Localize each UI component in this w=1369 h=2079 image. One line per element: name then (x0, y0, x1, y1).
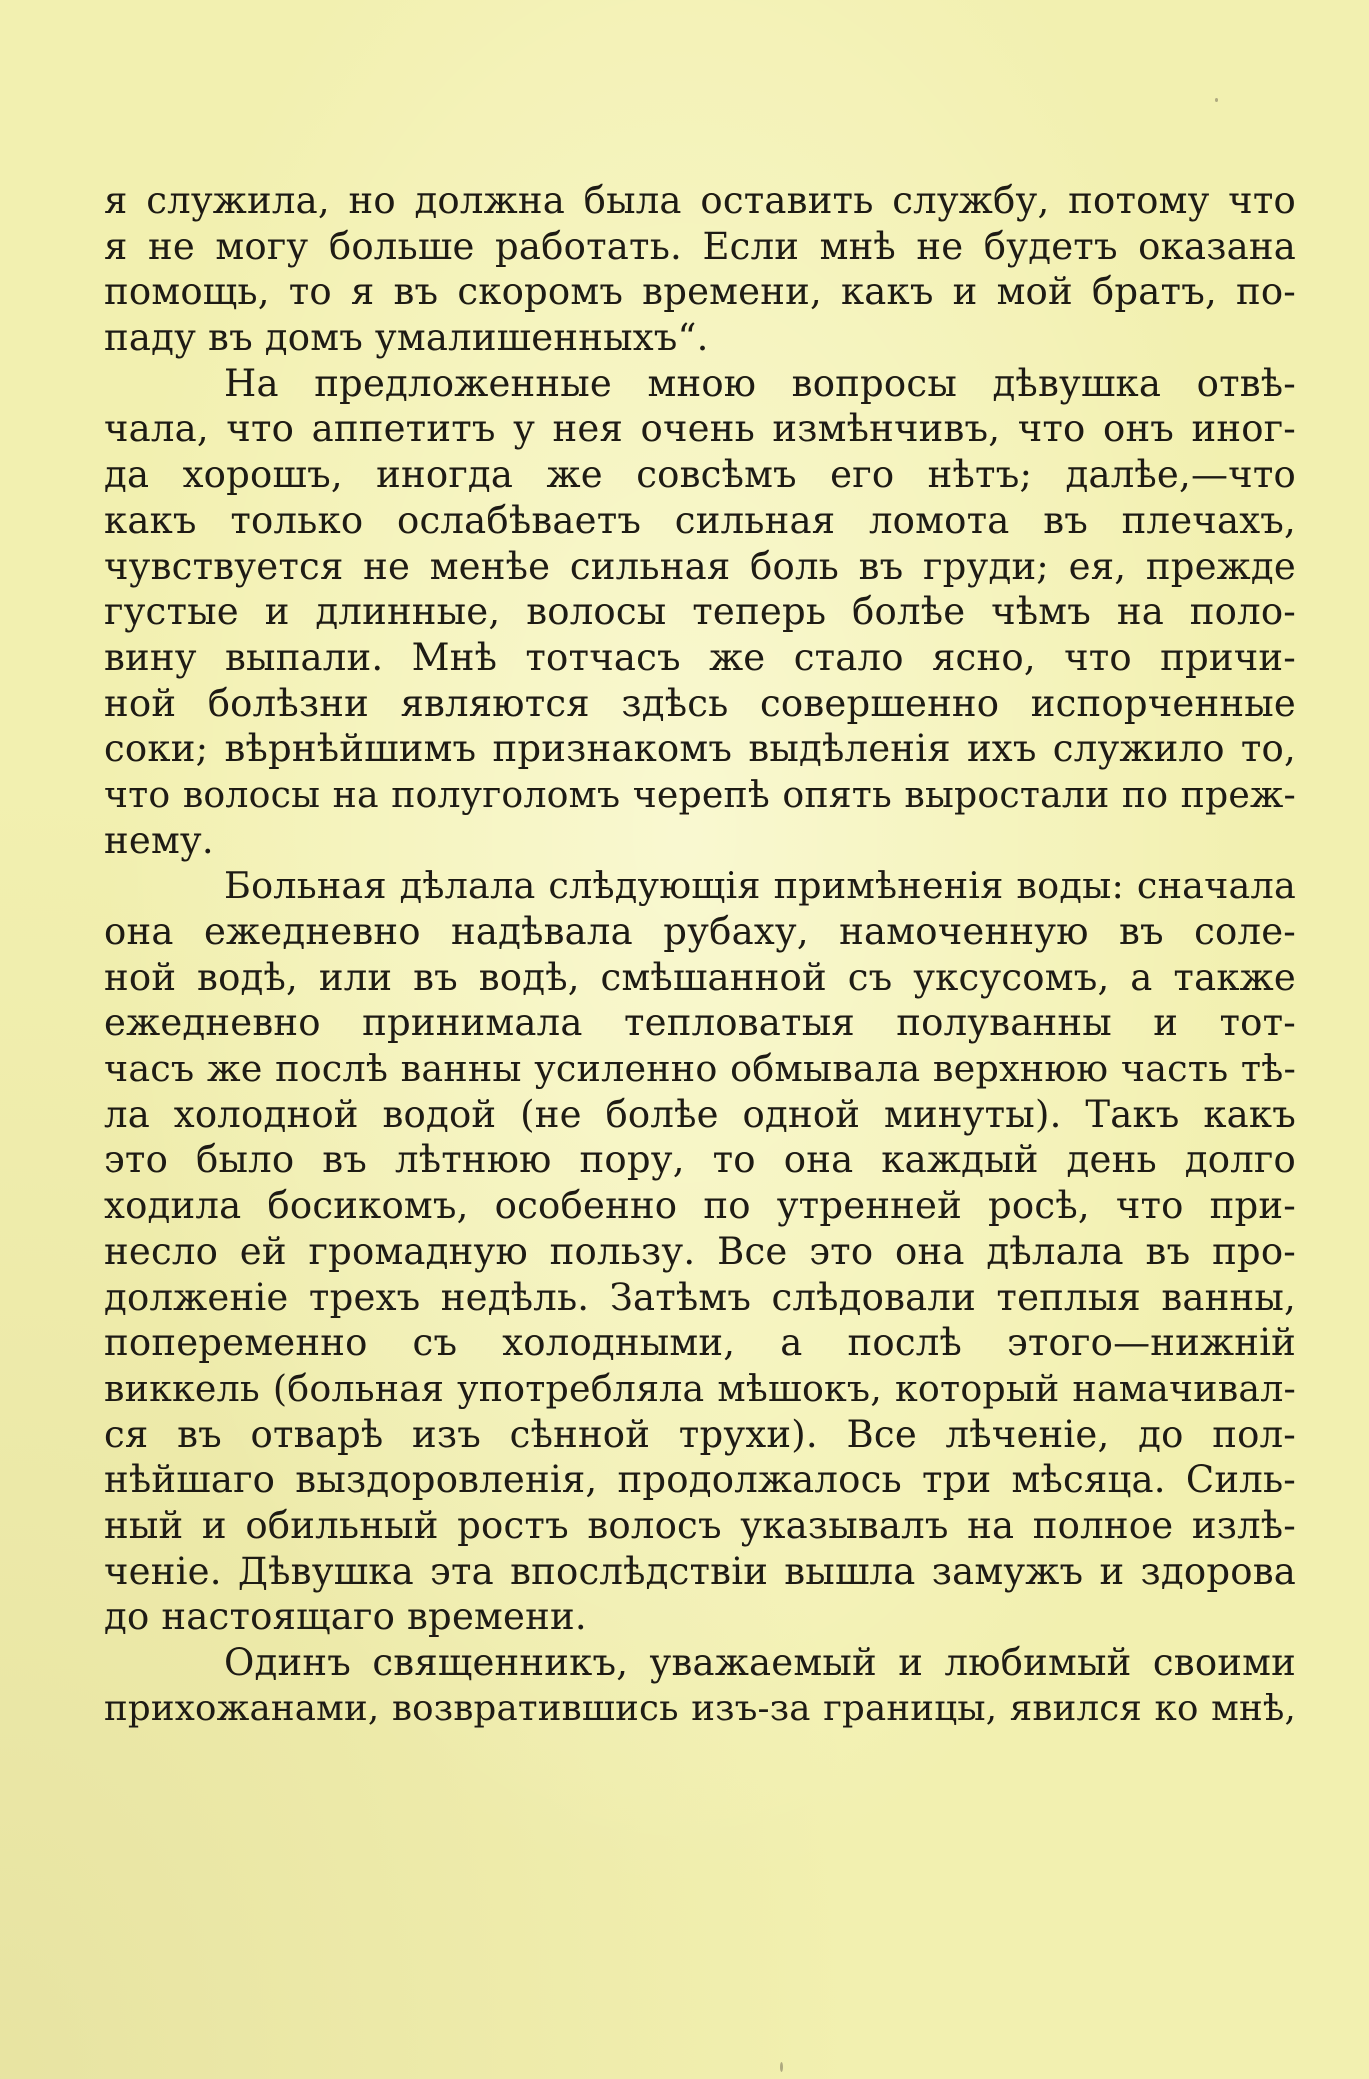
text-line: часъ же послѣ ванны усиленно обмывала верхнюю часть тѣ- (104, 1047, 1296, 1091)
text-line: несло ей громадную пользу. Все это она дѣлала въ про- (104, 1229, 1296, 1273)
print-speck (1215, 98, 1218, 102)
text-line: ла холодной водой (не болѣе одной минуты). Такъ какъ (104, 1092, 1296, 1136)
text-line: чала, что аппетитъ у нея очень измѣнчивъ, что онъ иног- (104, 407, 1296, 451)
text-line: ежедневно принимала тепловатыя полуванны и тот- (104, 1001, 1296, 1045)
text-line: ной болѣзни являются здѣсь совершенно испорченные (104, 681, 1296, 725)
text-line: Одинъ священникъ, уважаемый и любимый своими (224, 1641, 1296, 1684)
body-text (104, 178, 1296, 1731)
text-line: помощь, то я въ скоромъ времени, какъ и мой братъ, по- (104, 270, 1296, 314)
text-line: да хорошъ, иногда же совсѣмъ его нѣтъ; далѣе,—что (104, 453, 1296, 497)
text-line: На предложенные мною вопросы дѣвушка отвѣ- (224, 361, 1296, 405)
text-line: вину выпали. Мнѣ тотчасъ же стало ясно, что причи- (104, 635, 1296, 679)
text-line: виккель (больная употребляла мѣшокъ, который намачивал- (104, 1366, 1296, 1410)
text-line: Больная дѣлала слѣдующія примѣненія воды: сначала (224, 864, 1296, 908)
text-line: она ежедневно надѣвала рубаху, намоченную въ соле- (104, 910, 1296, 953)
text-line: нѣйшаго выздоровленія, продолжалось три мѣсяца. Силь- (104, 1458, 1296, 1502)
text-line: попеременно съ холодными, а послѣ этого—нижній (104, 1321, 1296, 1365)
text-line: я не могу больше работать. Если мнѣ не будетъ оказана (104, 224, 1296, 268)
text-line: ченіе. Дѣвушка эта впослѣдствіи вышла замужъ и здорова (104, 1549, 1296, 1593)
text-line: ной водѣ, или въ водѣ, смѣшанной съ уксусомъ, а также (104, 955, 1296, 999)
text-line: долженіе трехъ недѣль. Затѣмъ слѣдовали теплыя ванны, (104, 1275, 1296, 1319)
text-line: соки; вѣрнѣйшимъ признакомъ выдѣленія ихъ служило то, (104, 727, 1296, 771)
text-line: я служила, но должна была оставить службу, потому что (104, 179, 1296, 222)
text-line: какъ только ослабѣваетъ сильная ломота въ плечахъ, (104, 498, 1296, 542)
text-line: это было въ лѣтнюю пору, то она каждый день долго (104, 1138, 1296, 1182)
text-line: до настоящаго времени. (104, 1595, 587, 1639)
text-line: паду въ домъ умалишенныхъ“. (104, 316, 709, 360)
text-line: ный и обильный ростъ волосъ указывалъ на полное излѣ- (104, 1503, 1296, 1547)
text-line: прихожанами, возвратившись изъ-за границы, явился ко мнѣ, (104, 1687, 1296, 1729)
text-line: нему. (104, 818, 214, 862)
text-line: густые и длинные, волосы теперь болѣе чѣмъ на поло- (104, 590, 1296, 634)
text-line: чувствуется не менѣе сильная боль въ груди; ея, прежде (104, 544, 1296, 588)
print-speck (780, 2062, 783, 2072)
text-line: ходила босикомъ, особенно по утренней росѣ, что при- (104, 1184, 1296, 1228)
text-line: ся въ отварѣ изъ сѣнной трухи). Все лѣченіе, до пол- (104, 1412, 1296, 1456)
text-line: что волосы на полуголомъ черепѣ опять выростали по преж- (104, 772, 1296, 816)
